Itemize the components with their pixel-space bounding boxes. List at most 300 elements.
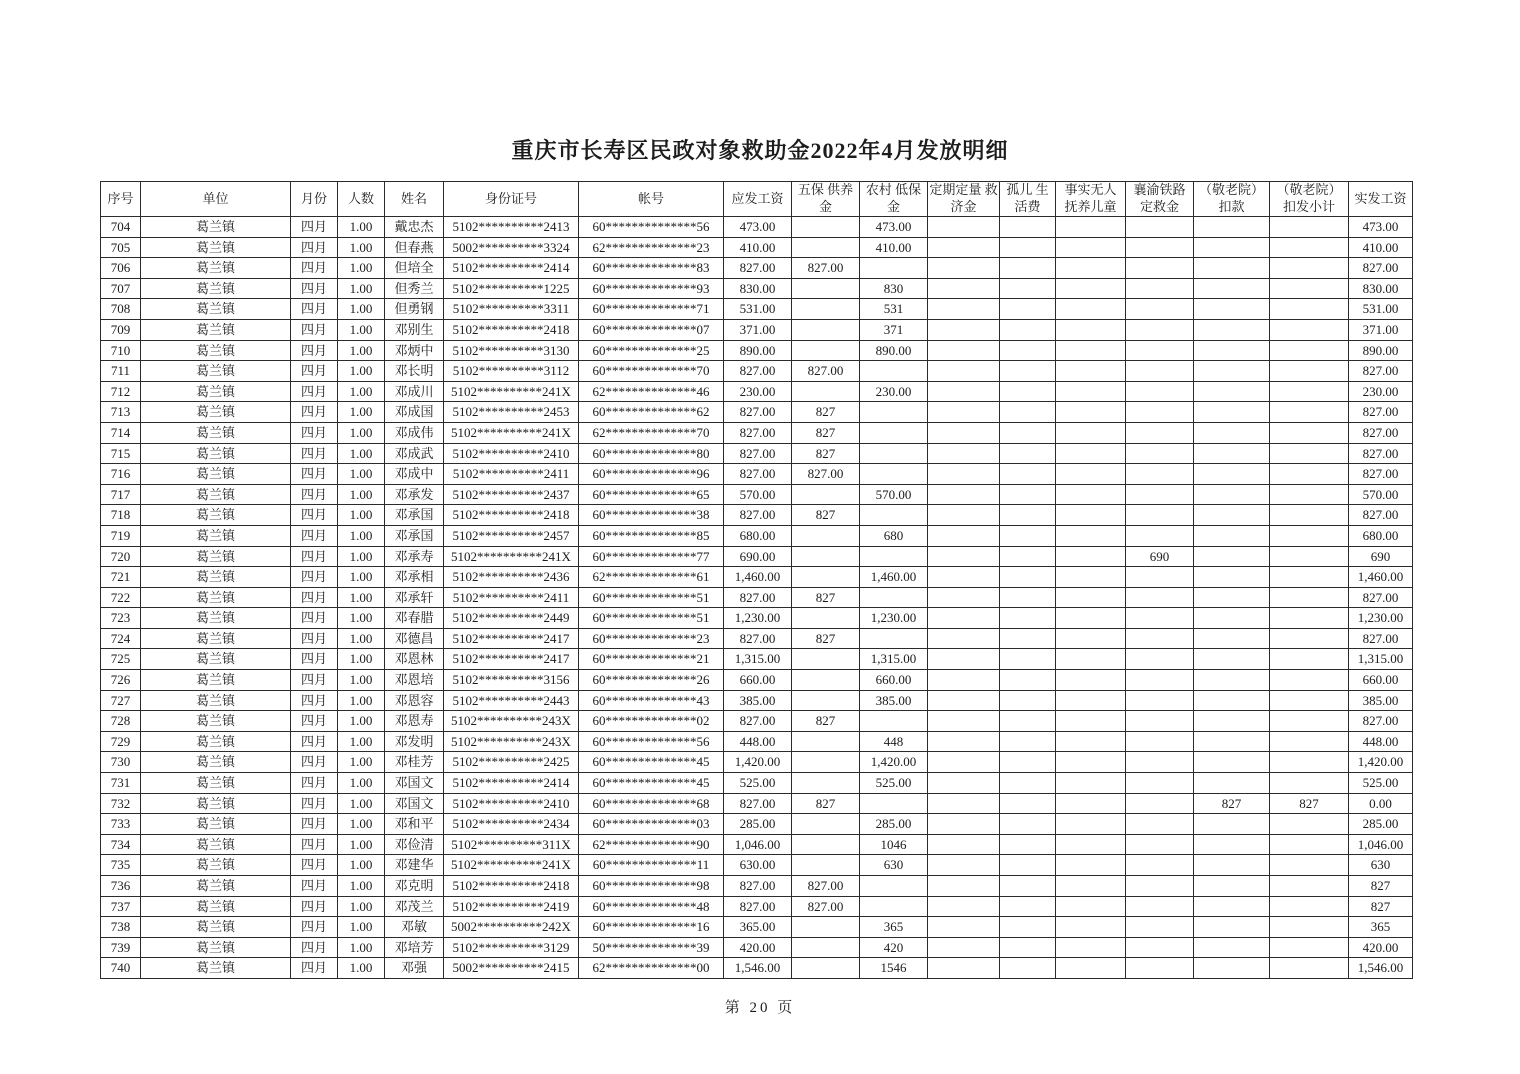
table-cell: 1,315.00 xyxy=(724,649,792,670)
table-cell xyxy=(1270,381,1349,402)
table-cell: 5102**********2417 xyxy=(444,649,579,670)
table-cell xyxy=(1194,855,1270,876)
table-cell: 1.00 xyxy=(338,258,385,279)
table-cell xyxy=(1270,711,1349,732)
table-cell: 725 xyxy=(101,649,141,670)
table-cell: 385.00 xyxy=(1349,690,1413,711)
table-cell xyxy=(860,587,928,608)
table-cell: 但春燕 xyxy=(385,237,444,258)
table-cell: 285.00 xyxy=(860,814,928,835)
table-cell: 1,315.00 xyxy=(860,649,928,670)
table-cell: 525.00 xyxy=(1349,773,1413,794)
table-cell: 473.00 xyxy=(1349,217,1413,238)
table-cell: 四月 xyxy=(291,793,338,814)
table-cell xyxy=(1126,834,1194,855)
table-cell: 1,546.00 xyxy=(724,958,792,979)
table-cell: 285.00 xyxy=(724,814,792,835)
table-cell: 827 xyxy=(1349,896,1413,917)
table-cell: 890.00 xyxy=(860,340,928,361)
table-cell: 827.00 xyxy=(792,361,860,382)
table-cell: 5102**********2425 xyxy=(444,752,579,773)
table-cell xyxy=(1000,937,1056,958)
table-cell xyxy=(792,690,860,711)
table-cell: 邓敏 xyxy=(385,917,444,938)
table-cell xyxy=(1126,876,1194,897)
table-cell: 5102**********3156 xyxy=(444,670,579,691)
table-cell: 730 xyxy=(101,752,141,773)
table-cell xyxy=(1126,587,1194,608)
table-cell: 邓成伟 xyxy=(385,422,444,443)
table-cell: 1,230.00 xyxy=(860,608,928,629)
table-cell xyxy=(1126,855,1194,876)
table-row xyxy=(101,711,1413,732)
table-cell: 525.00 xyxy=(724,773,792,794)
table-row xyxy=(101,381,1413,402)
table-cell xyxy=(1126,917,1194,938)
table-cell xyxy=(1000,443,1056,464)
table-cell: 1.00 xyxy=(338,422,385,443)
table-cell xyxy=(1000,278,1056,299)
table-cell: 706 xyxy=(101,258,141,279)
table-cell: 邓茂兰 xyxy=(385,896,444,917)
table-cell xyxy=(1194,917,1270,938)
table-row xyxy=(101,484,1413,505)
table-cell xyxy=(1270,731,1349,752)
table-cell xyxy=(1194,340,1270,361)
table-cell: 5102**********3112 xyxy=(444,361,579,382)
table-cell: 5102**********3311 xyxy=(444,299,579,320)
table-cell: 四月 xyxy=(291,567,338,588)
table-cell: 1.00 xyxy=(338,217,385,238)
table-cell: 713 xyxy=(101,402,141,423)
table-cell xyxy=(928,278,1000,299)
table-cell: 60**************45 xyxy=(579,752,724,773)
table-cell: 570.00 xyxy=(860,484,928,505)
table-cell: 四月 xyxy=(291,381,338,402)
table-cell xyxy=(1056,773,1126,794)
table-cell: 827.00 xyxy=(724,422,792,443)
table-row xyxy=(101,546,1413,567)
table-cell xyxy=(1126,793,1194,814)
table-cell: 285.00 xyxy=(1349,814,1413,835)
table-cell xyxy=(1000,381,1056,402)
table-cell: 1,230.00 xyxy=(724,608,792,629)
table-cell: 5102**********3129 xyxy=(444,937,579,958)
table-cell xyxy=(928,649,1000,670)
table-cell xyxy=(792,649,860,670)
column-header: 孤儿 生活费 xyxy=(1000,182,1056,217)
table-cell: 四月 xyxy=(291,752,338,773)
table-cell: 1,460.00 xyxy=(860,567,928,588)
table-cell: 721 xyxy=(101,567,141,588)
table-cell xyxy=(928,258,1000,279)
table-cell: 719 xyxy=(101,525,141,546)
table-cell: 732 xyxy=(101,793,141,814)
table-cell: 四月 xyxy=(291,773,338,794)
table-cell: 60**************98 xyxy=(579,876,724,897)
table-cell: 1,315.00 xyxy=(1349,649,1413,670)
table-row xyxy=(101,525,1413,546)
table-cell xyxy=(1126,361,1194,382)
table-cell xyxy=(1126,402,1194,423)
table-cell xyxy=(1194,402,1270,423)
table-cell: 四月 xyxy=(291,670,338,691)
table-cell xyxy=(860,793,928,814)
table-cell: 60**************51 xyxy=(579,608,724,629)
table-cell: 709 xyxy=(101,319,141,340)
table-cell xyxy=(928,814,1000,835)
table-cell: 5102**********241X xyxy=(444,422,579,443)
table-cell: 1.00 xyxy=(338,855,385,876)
table-cell xyxy=(1194,361,1270,382)
table-cell xyxy=(792,855,860,876)
table-cell: 5102**********2418 xyxy=(444,505,579,526)
table-cell xyxy=(1126,731,1194,752)
table-cell: 711 xyxy=(101,361,141,382)
table-row xyxy=(101,834,1413,855)
table-cell xyxy=(1126,299,1194,320)
table-cell: 四月 xyxy=(291,319,338,340)
table-cell: 邓俭清 xyxy=(385,834,444,855)
table-cell: 葛兰镇 xyxy=(141,731,291,752)
table-cell: 葛兰镇 xyxy=(141,793,291,814)
table-cell xyxy=(1270,567,1349,588)
table-cell xyxy=(1270,917,1349,938)
table-cell: 660.00 xyxy=(724,670,792,691)
table-cell xyxy=(928,587,1000,608)
table-cell xyxy=(792,670,860,691)
table-cell: 60**************48 xyxy=(579,896,724,917)
table-cell: 1.00 xyxy=(338,917,385,938)
table-cell xyxy=(928,793,1000,814)
table-cell: 827 xyxy=(792,711,860,732)
table-row xyxy=(101,958,1413,979)
table-cell: 733 xyxy=(101,814,141,835)
table-cell: 四月 xyxy=(291,217,338,238)
table-row xyxy=(101,814,1413,835)
table-cell: 690 xyxy=(1126,546,1194,567)
table-cell: 葛兰镇 xyxy=(141,464,291,485)
table-cell xyxy=(1194,546,1270,567)
table-row xyxy=(101,876,1413,897)
table-cell xyxy=(792,731,860,752)
table-cell: 62**************00 xyxy=(579,958,724,979)
table-cell xyxy=(1000,773,1056,794)
table-row xyxy=(101,649,1413,670)
table-cell: 1.00 xyxy=(338,567,385,588)
table-cell xyxy=(792,917,860,938)
table-row xyxy=(101,793,1413,814)
column-header: 单位 xyxy=(141,182,291,217)
table-cell xyxy=(1270,319,1349,340)
table-cell xyxy=(1000,340,1056,361)
table-cell: 1.00 xyxy=(338,340,385,361)
table-row xyxy=(101,608,1413,629)
table-cell xyxy=(1270,505,1349,526)
table-row xyxy=(101,319,1413,340)
table-cell xyxy=(928,917,1000,938)
table-cell: 1.00 xyxy=(338,793,385,814)
table-cell xyxy=(1270,834,1349,855)
table-cell: 570.00 xyxy=(1349,484,1413,505)
table-cell: 四月 xyxy=(291,484,338,505)
table-row xyxy=(101,278,1413,299)
table-cell xyxy=(1194,876,1270,897)
table-cell: 5102**********2419 xyxy=(444,896,579,917)
column-header: 序号 xyxy=(101,182,141,217)
table-cell: 827.00 xyxy=(792,876,860,897)
table-row xyxy=(101,443,1413,464)
table-row xyxy=(101,258,1413,279)
column-header: 身份证号 xyxy=(444,182,579,217)
table-row xyxy=(101,567,1413,588)
table-cell xyxy=(792,525,860,546)
table-cell: 四月 xyxy=(291,690,338,711)
table-cell xyxy=(792,834,860,855)
table-row xyxy=(101,340,1413,361)
table-cell xyxy=(792,278,860,299)
table-cell: 714 xyxy=(101,422,141,443)
table-cell: 60**************38 xyxy=(579,505,724,526)
table-cell: 50**************39 xyxy=(579,937,724,958)
table-cell: 1.00 xyxy=(338,711,385,732)
table-cell xyxy=(1270,690,1349,711)
table-cell: 葛兰镇 xyxy=(141,958,291,979)
table-cell: 5102**********2417 xyxy=(444,628,579,649)
table-cell: 邓成武 xyxy=(385,443,444,464)
table-cell: 740 xyxy=(101,958,141,979)
table-cell xyxy=(860,876,928,897)
table-cell: 四月 xyxy=(291,505,338,526)
table-cell: 827.00 xyxy=(1349,402,1413,423)
table-cell xyxy=(1056,855,1126,876)
table-cell: 365 xyxy=(1349,917,1413,938)
table-cell xyxy=(1270,628,1349,649)
table-cell: 62**************61 xyxy=(579,567,724,588)
table-cell: 60**************07 xyxy=(579,319,724,340)
table-cell xyxy=(928,464,1000,485)
table-cell xyxy=(1056,608,1126,629)
table-cell xyxy=(1000,546,1056,567)
table-cell: 葛兰镇 xyxy=(141,896,291,917)
table-cell: 邓炳中 xyxy=(385,340,444,361)
table-cell xyxy=(928,834,1000,855)
table-cell xyxy=(860,546,928,567)
table-cell: 60**************93 xyxy=(579,278,724,299)
table-cell: 60**************25 xyxy=(579,340,724,361)
table-cell: 1.00 xyxy=(338,690,385,711)
table-cell: 四月 xyxy=(291,361,338,382)
table-cell xyxy=(928,752,1000,773)
table-cell xyxy=(792,937,860,958)
table-cell: 葛兰镇 xyxy=(141,690,291,711)
table-cell: 葛兰镇 xyxy=(141,381,291,402)
table-cell: 723 xyxy=(101,608,141,629)
table-cell: 827 xyxy=(792,505,860,526)
table-cell: 60**************11 xyxy=(579,855,724,876)
table-cell: 5102**********2436 xyxy=(444,567,579,588)
table-cell xyxy=(1194,464,1270,485)
table-row xyxy=(101,505,1413,526)
table-cell: 四月 xyxy=(291,896,338,917)
table-cell xyxy=(1194,319,1270,340)
table-cell xyxy=(1126,670,1194,691)
table-cell: 737 xyxy=(101,896,141,917)
table-cell: 葛兰镇 xyxy=(141,670,291,691)
table-cell xyxy=(928,484,1000,505)
table-cell xyxy=(792,958,860,979)
table-cell: 62**************46 xyxy=(579,381,724,402)
table-cell xyxy=(1126,773,1194,794)
table-cell xyxy=(928,237,1000,258)
table-cell: 60**************56 xyxy=(579,731,724,752)
table-cell: 葛兰镇 xyxy=(141,258,291,279)
table-cell: 827.00 xyxy=(792,258,860,279)
column-header: 事实无人 抚养儿童 xyxy=(1056,182,1126,217)
table-cell: 827.00 xyxy=(724,876,792,897)
table-cell xyxy=(1000,917,1056,938)
table-cell xyxy=(1194,484,1270,505)
table-cell xyxy=(1270,896,1349,917)
table-cell: 1.00 xyxy=(338,876,385,897)
table-cell xyxy=(1056,937,1126,958)
table-cell xyxy=(1194,505,1270,526)
table-cell xyxy=(1194,278,1270,299)
table-cell: 葛兰镇 xyxy=(141,773,291,794)
table-cell xyxy=(1000,217,1056,238)
table-cell: 四月 xyxy=(291,711,338,732)
table-cell xyxy=(792,546,860,567)
table-cell xyxy=(1126,217,1194,238)
table-cell xyxy=(1000,237,1056,258)
table-cell xyxy=(1000,752,1056,773)
table-cell xyxy=(792,567,860,588)
table-cell: 680.00 xyxy=(724,525,792,546)
column-header: 月份 xyxy=(291,182,338,217)
table-cell: 448.00 xyxy=(724,731,792,752)
table-cell: 827.00 xyxy=(724,628,792,649)
table-cell xyxy=(1194,958,1270,979)
table-cell xyxy=(1126,958,1194,979)
table-cell: 邓发明 xyxy=(385,731,444,752)
column-header: 姓名 xyxy=(385,182,444,217)
table-cell xyxy=(1270,402,1349,423)
table-cell: 1.00 xyxy=(338,381,385,402)
table-cell: 葛兰镇 xyxy=(141,443,291,464)
table-cell xyxy=(1056,793,1126,814)
table-cell: 827 xyxy=(792,443,860,464)
table-cell: 5102**********311X xyxy=(444,834,579,855)
table-cell: 448 xyxy=(860,731,928,752)
table-cell xyxy=(1270,361,1349,382)
table-cell xyxy=(1194,587,1270,608)
table-cell: 410.00 xyxy=(860,237,928,258)
table-cell: 827.00 xyxy=(724,896,792,917)
table-cell: 四月 xyxy=(291,340,338,361)
table-cell xyxy=(1056,546,1126,567)
table-cell: 385.00 xyxy=(724,690,792,711)
table-cell: 葛兰镇 xyxy=(141,937,291,958)
table-cell xyxy=(1126,896,1194,917)
table-cell: 448.00 xyxy=(1349,731,1413,752)
table-cell: 420.00 xyxy=(724,937,792,958)
table-cell: 60**************56 xyxy=(579,217,724,238)
table-body xyxy=(101,217,1413,979)
table-cell xyxy=(1194,711,1270,732)
table-cell xyxy=(928,567,1000,588)
table-cell: 葛兰镇 xyxy=(141,278,291,299)
table-cell: 四月 xyxy=(291,855,338,876)
table-cell: 葛兰镇 xyxy=(141,299,291,320)
table-cell xyxy=(1194,814,1270,835)
table-cell: 827.00 xyxy=(1349,361,1413,382)
table-cell: 420 xyxy=(860,937,928,958)
table-cell: 230.00 xyxy=(860,381,928,402)
table-cell: 1546 xyxy=(860,958,928,979)
table-cell xyxy=(1056,402,1126,423)
table-cell xyxy=(792,299,860,320)
table-cell: 62**************23 xyxy=(579,237,724,258)
table-cell: 葛兰镇 xyxy=(141,505,291,526)
table-cell: 60**************03 xyxy=(579,814,724,835)
table-cell: 四月 xyxy=(291,299,338,320)
table-cell xyxy=(1270,217,1349,238)
table-cell: 726 xyxy=(101,670,141,691)
table-cell xyxy=(1000,361,1056,382)
table-cell: 戴忠杰 xyxy=(385,217,444,238)
table-cell: 5102**********2449 xyxy=(444,608,579,629)
table-cell xyxy=(792,340,860,361)
table-cell: 四月 xyxy=(291,628,338,649)
table-cell xyxy=(1056,464,1126,485)
table-cell xyxy=(928,340,1000,361)
table-cell: 60**************80 xyxy=(579,443,724,464)
table-cell: 邓建华 xyxy=(385,855,444,876)
table-cell xyxy=(1056,278,1126,299)
table-cell xyxy=(1056,731,1126,752)
table-cell xyxy=(1056,443,1126,464)
table-row xyxy=(101,237,1413,258)
table-cell: 5002**********3324 xyxy=(444,237,579,258)
table-row xyxy=(101,690,1413,711)
table-row xyxy=(101,917,1413,938)
table-cell: 525.00 xyxy=(860,773,928,794)
table-cell xyxy=(1056,299,1126,320)
table-cell: 827.00 xyxy=(724,464,792,485)
table-cell xyxy=(1194,443,1270,464)
table-row xyxy=(101,752,1413,773)
table-cell xyxy=(1270,587,1349,608)
table-cell: 570.00 xyxy=(724,484,792,505)
table-cell: 890.00 xyxy=(1349,340,1413,361)
table-cell: 722 xyxy=(101,587,141,608)
table-cell xyxy=(1056,422,1126,443)
table-cell: 827 xyxy=(1194,793,1270,814)
table-cell xyxy=(792,217,860,238)
table-cell: 四月 xyxy=(291,464,338,485)
table-cell: 四月 xyxy=(291,876,338,897)
table-cell: 葛兰镇 xyxy=(141,340,291,361)
table-cell: 邓桂芳 xyxy=(385,752,444,773)
column-header: 人数 xyxy=(338,182,385,217)
table-row xyxy=(101,464,1413,485)
table-cell: 四月 xyxy=(291,958,338,979)
table-cell: 718 xyxy=(101,505,141,526)
table-cell xyxy=(860,505,928,526)
table-cell xyxy=(1194,649,1270,670)
table-cell: 473.00 xyxy=(860,217,928,238)
table-cell: 0.00 xyxy=(1349,793,1413,814)
